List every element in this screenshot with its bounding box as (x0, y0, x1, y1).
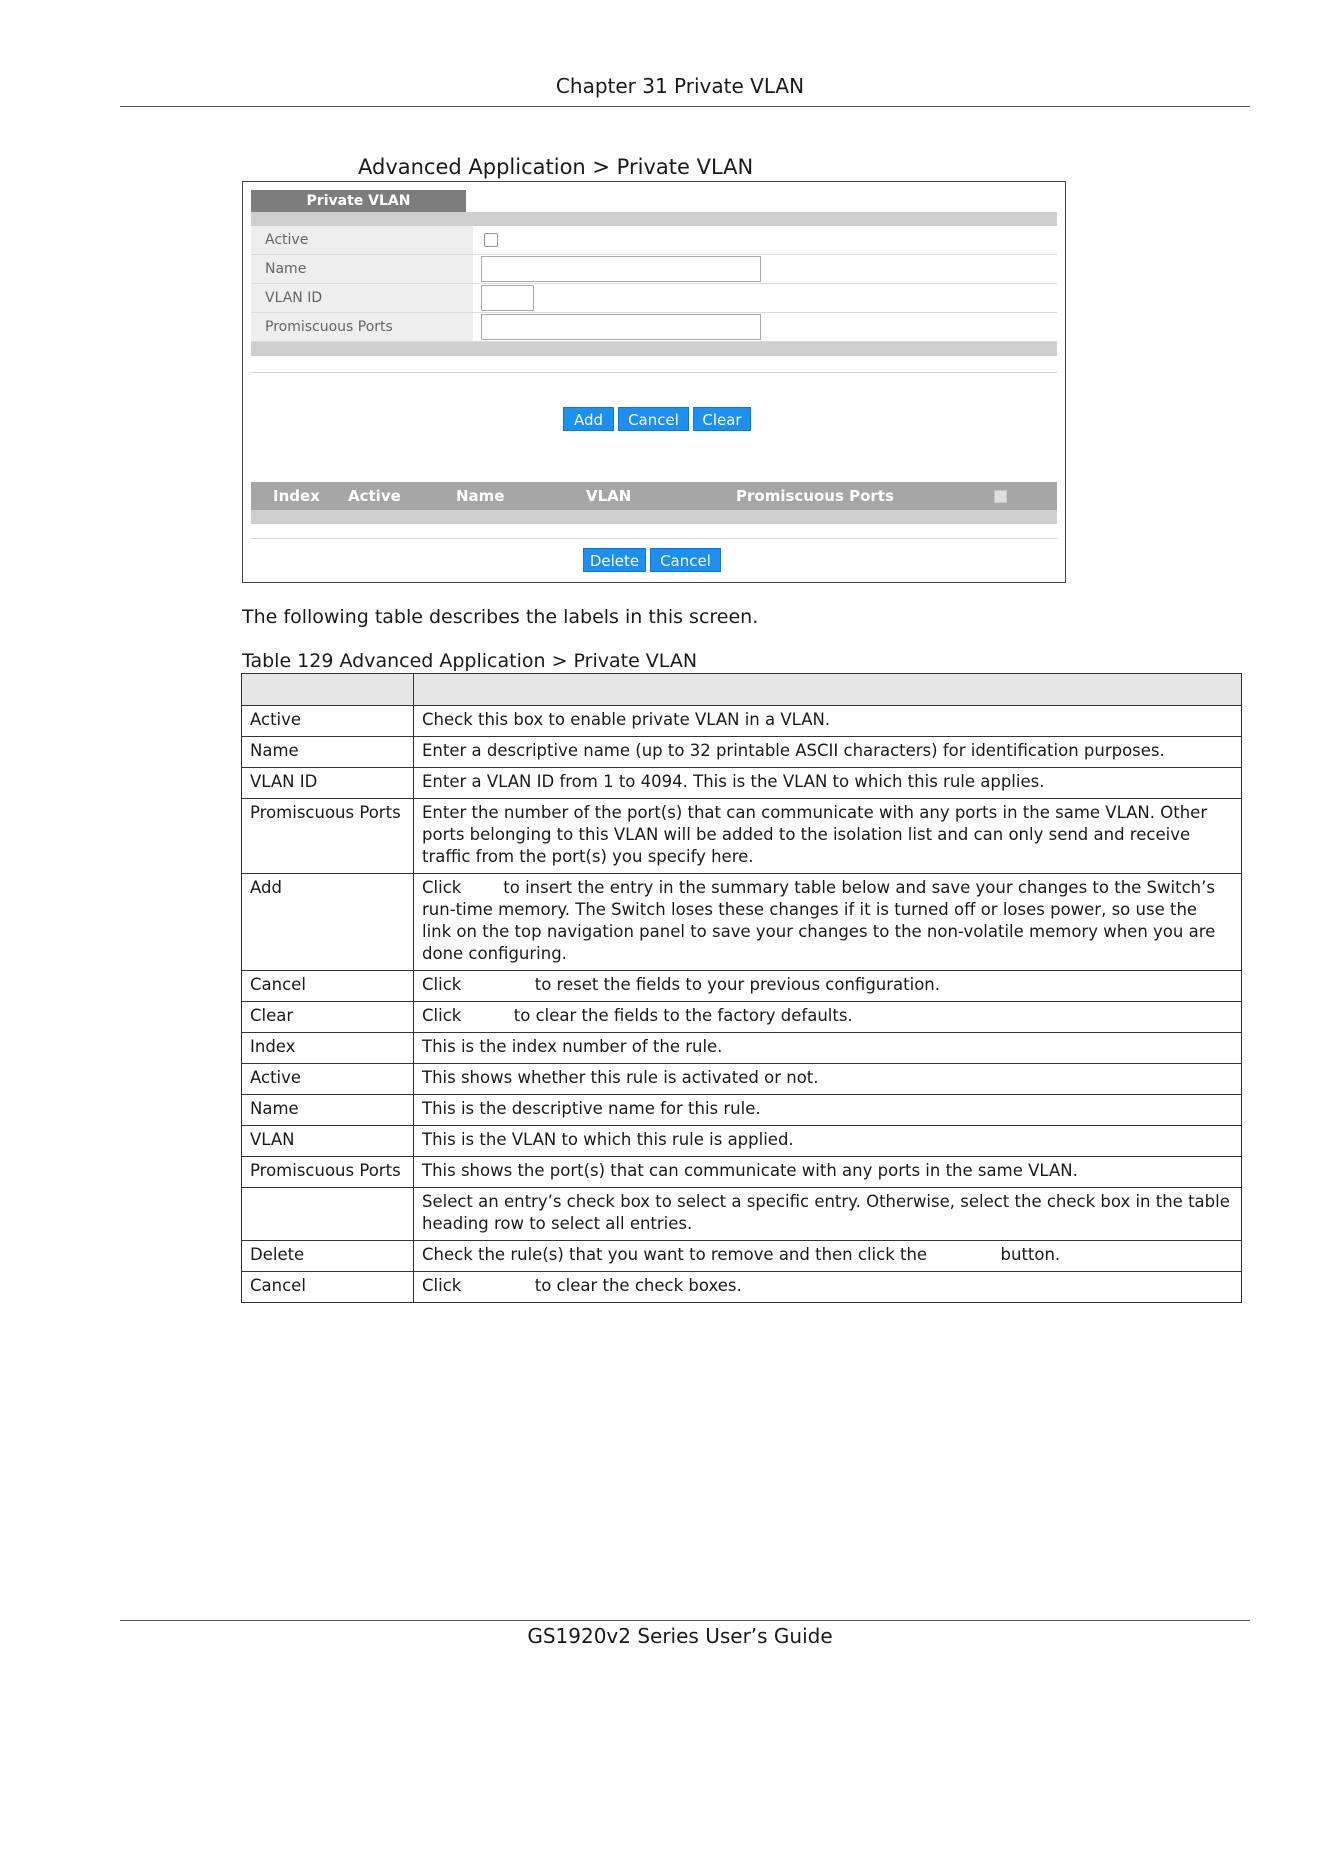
row-description: Check this box to enable private VLAN in a VLAN. (414, 706, 1242, 737)
row-label: VLAN (242, 1126, 414, 1157)
promiscuous-ports-label: Promiscuous Ports (251, 313, 473, 341)
table-row (242, 799, 1242, 874)
table-row (242, 1002, 1242, 1033)
table-row (242, 1157, 1242, 1188)
intro-text: The following table describes the labels in this screen. (242, 606, 759, 628)
active-label: Active (251, 226, 473, 254)
row-label: Clear (242, 1002, 414, 1033)
row-description: This shows whether this rule is activated or not. (414, 1064, 1242, 1095)
row-description: Click to reset the fields to your previous configuration. (414, 971, 1242, 1002)
table-row (242, 1064, 1242, 1095)
row-label: Name (242, 737, 414, 768)
footer-rule (120, 1620, 1250, 1621)
row-description: Click to clear the check boxes. (414, 1272, 1242, 1303)
row-description: This shows the port(s) that can communicate with any ports in the same VLAN. (414, 1157, 1242, 1188)
row-description: Enter a descriptive name (up to 32 printable ASCII characters) for identification purposes. (414, 737, 1242, 768)
row-description: Click to clear the fields to the factory defaults. (414, 1002, 1242, 1033)
table-row (242, 1095, 1242, 1126)
table-row (242, 971, 1242, 1002)
table-title: Table 129 Advanced Application > Private VLAN (242, 650, 698, 672)
add-button[interactable]: Add (563, 407, 614, 431)
form-bottom-band (251, 342, 1057, 356)
row-label: Index (242, 1033, 414, 1064)
row-label: Delete (242, 1241, 414, 1272)
form-row-name (251, 255, 1057, 284)
vlan-id-label: VLAN ID (251, 284, 473, 312)
name-input[interactable] (481, 256, 761, 282)
row-label: Promiscuous Ports (242, 1157, 414, 1188)
vlan-id-input[interactable] (481, 285, 534, 311)
promiscuous-ports-input[interactable] (481, 314, 761, 340)
row-description: Enter a VLAN ID from 1 to 4094. This is the VLAN to which this rule applies. (414, 768, 1242, 799)
table-row (242, 1188, 1242, 1241)
form-separator (251, 372, 1057, 373)
row-description: This is the index number of the rule. (414, 1033, 1242, 1064)
table-row (242, 874, 1242, 971)
name-label: Name (251, 255, 473, 283)
row-label: VLAN ID (242, 768, 414, 799)
row-label: Cancel (242, 971, 414, 1002)
row-description: Select an entry’s check box to select a specific entry. Otherwise, select the check box in the table heading row to select all entries. (414, 1188, 1242, 1241)
private-vlan-tab: Private VLAN (251, 190, 466, 212)
select-all-checkbox[interactable] (994, 490, 1007, 503)
table-body (242, 706, 1250, 1303)
cancel-delete-button[interactable]: Cancel (650, 548, 721, 572)
row-label: Active (242, 1064, 414, 1095)
header-rule (120, 106, 1250, 107)
row-label: Cancel (242, 1272, 414, 1303)
active-checkbox[interactable] (484, 233, 498, 247)
header-index: Index (273, 487, 320, 505)
table-row (242, 1241, 1242, 1272)
form-row-active (251, 226, 1057, 255)
row-description: This is the descriptive name for this rule. (414, 1095, 1242, 1126)
table-row (242, 737, 1242, 768)
row-description: Click to insert the entry in the summary table below and save your changes to the Switch’s run-time memory. The Switch loses these changes if it is turned off or loses power, so use the link on the top navigation panel to save your changes to the non-volatile memory when you are done configuring. (414, 874, 1242, 971)
form-top-band (251, 212, 1057, 226)
table-row (242, 706, 1242, 737)
form-row-vlan-id (251, 284, 1057, 313)
row-label: Active (242, 706, 414, 737)
header-promiscuous-ports: Promiscuous Ports (736, 487, 894, 505)
table-row (242, 768, 1242, 799)
header-name: Name (456, 487, 505, 505)
guide-title: GS1920v2 Series User’s Guide (527, 1624, 833, 1648)
row-label: Name (242, 1095, 414, 1126)
header-vlan: VLAN (586, 487, 632, 505)
form-row-promiscuous-ports (251, 313, 1057, 342)
private-vlan-screenshot (242, 181, 1066, 583)
table-row (242, 1033, 1242, 1064)
row-description: Enter the number of the port(s) that can communicate with any ports in the same VLAN. Other ports belonging to this VLAN will be added to the isolation list and can only send and receive traffic from the port(s) you specify here. (414, 799, 1242, 874)
row-label: Add (242, 874, 414, 971)
chapter-title: Chapter 31 Private VLAN (555, 74, 805, 98)
table-row (242, 1126, 1242, 1157)
row-label: Promiscuous Ports (242, 799, 414, 874)
clear-button[interactable]: Clear (693, 407, 751, 431)
cancel-button[interactable]: Cancel (618, 407, 689, 431)
header-active: Active (348, 487, 401, 505)
row-description: This is the VLAN to which this rule is applied. (414, 1126, 1242, 1157)
delete-button[interactable]: Delete (583, 548, 646, 572)
row-description: Check the rule(s) that you want to remove and then click the button. (414, 1241, 1242, 1272)
row-label (242, 1188, 414, 1241)
table-row (242, 1272, 1242, 1303)
table-header-row (242, 674, 1242, 706)
label-description-table (241, 673, 1250, 1303)
figure-title: Advanced Application > Private VLAN (358, 155, 754, 179)
summary-table-header (251, 482, 1057, 510)
summary-separator (251, 538, 1057, 539)
summary-table-band (251, 510, 1057, 524)
